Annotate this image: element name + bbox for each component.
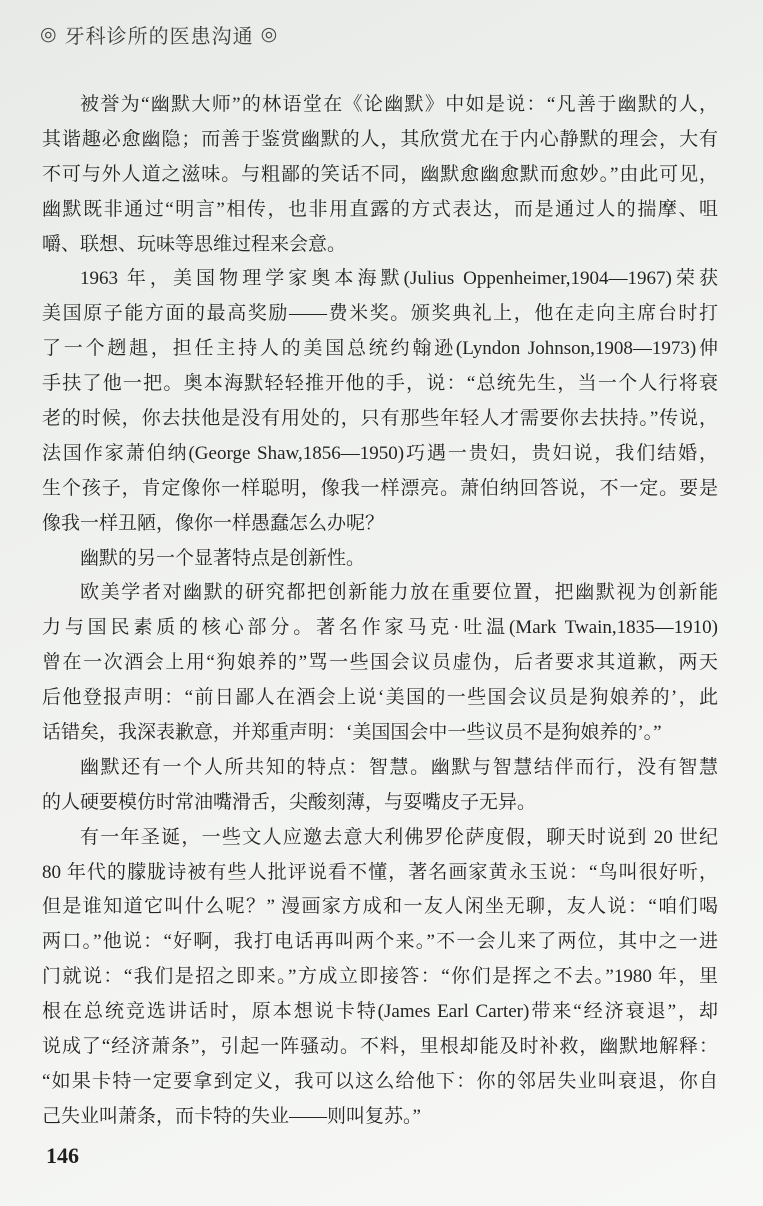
text-line: 被誉为“幽默大师”的林语堂在《论幽默》中如是说：“凡善于幽默的人， — [80, 94, 718, 115]
text-line: “如果卡特一定要拿到定义，我可以这么给他下：你的邻居失业叫衰退，你自 — [42, 1070, 718, 1092]
text-line: 不可与外人道之滋味。与粗鄙的笑话不同，幽默愈幽愈默而愈妙。”由此可见， — [42, 163, 718, 185]
text-line: 嚼、联想、玩味等思维过程来会意。 — [42, 233, 347, 255]
text-line: 曾在一次酒会上用“狗娘养的”骂一些国会议员虚伪，后者要求其道歉，两天 — [42, 652, 718, 674]
text-line: 说成了“经济萧条”，引起一阵骚动。不料，里根却能及时补救，幽默地解释： — [42, 1036, 718, 1058]
text-line: 力与国民素质的核心部分。著名作家马克·吐温(Mark Twain,1835—1910) — [42, 617, 718, 639]
body-text — [42, 88, 718, 1135]
text-line: 根在总统竞选讲话时，原本想说卡特(James Earl Carter)带来“经济衰退”，却 — [42, 1001, 718, 1023]
ring-ornament-icon: ◎ — [40, 24, 58, 45]
paragraph — [42, 262, 718, 541]
header-title: 牙科诊所的医患沟通 — [64, 26, 254, 48]
running-header — [40, 20, 278, 49]
text-line: 美国原子能方面的最高奖励——费米奖。颁奖典礼上，他在走向主席台时打 — [42, 303, 718, 325]
text-line: 话错矣，我深表歉意，并郑重声明：‘美国国会中一些议员不是狗娘养的’。” — [42, 722, 662, 744]
text-line: 欧美学者对幽默的研究都把创新能力放在重要位置，把幽默视为创新能 — [80, 582, 718, 604]
page-number: 146 — [46, 1143, 79, 1168]
text-line: 了一个趔趄，担任主持人的美国总统约翰逊(Lyndon Johnson,1908—1973)伸 — [42, 338, 718, 360]
paragraph — [42, 751, 718, 821]
text-line: 80 年代的朦胧诗被有些人批评说看不懂，著名画家黄永玉说：“鸟叫很好听， — [42, 861, 718, 883]
paragraph — [42, 576, 718, 750]
text-line: 幽默的另一个显著特点是创新性。 — [80, 547, 366, 569]
ring-ornament-icon: ◎ — [260, 24, 279, 45]
paragraph — [42, 821, 718, 1135]
text-line: 但是谁知道它叫什么呢？” 漫画家方成和一友人闲坐无聊，友人说：“咱们喝 — [42, 896, 718, 918]
text-line: 老的时候，你去扶他是没有用处的，只有那些年轻人才需要你去扶持。”传说， — [42, 408, 718, 430]
text-line: 的人硬要模仿时常油嘴滑舌，尖酸刻薄，与耍嘴皮子无异。 — [42, 791, 537, 813]
text-line: 两口。”他说：“好啊，我打电话再叫两个来。”不一会儿来了两位，其中之一进 — [42, 931, 718, 953]
paragraph — [42, 542, 718, 577]
text-line: 有一年圣诞，一些文人应邀去意大利佛罗伦萨度假，聊天时说到 20 世纪 — [80, 826, 718, 848]
text-line: 1963 年，美国物理学家奥本海默(Julius Oppenheimer,1904—1967)荣获 — [80, 268, 718, 290]
text-line: 生个孩子，肯定像你一样聪明，像我一样漂亮。萧伯纳回答说，不一定。要是 — [42, 477, 718, 499]
text-line: 像我一样丑陋，像你一样愚蠢怎么办呢？ — [42, 512, 385, 534]
text-line: 后他登报声明：“前日鄙人在酒会上说‘美国的一些国会议员是狗娘养的’，此 — [42, 687, 718, 709]
paragraph — [42, 88, 718, 262]
text-line: 手扶了他一把。奥本海默轻轻推开他的手，说：“总统先生，当一个人行将衰 — [42, 373, 718, 395]
text-line: 其谐趣必愈幽隐；而善于鉴赏幽默的人，其欣赏尤在于内心静默的理会，大有 — [42, 128, 718, 150]
text-line: 幽默还有一个人所共知的特点：智慧。幽默与智慧结伴而行，没有智慧 — [80, 756, 718, 778]
text-line: 幽默既非通过“明言”相传，也非用直露的方式表达，而是通过人的揣摩、咀 — [42, 198, 718, 220]
text-line: 门就说：“我们是招之即来。”方成立即接答：“你们是挥之不去。”1980 年，里 — [42, 966, 718, 988]
text-line: 己失业叫萧条，而卡特的失业——则叫复苏。” — [42, 1105, 421, 1127]
text-line: 法国作家萧伯纳(George Shaw,1856—1950)巧遇一贵妇，贵妇说，我们结婚， — [42, 442, 718, 464]
